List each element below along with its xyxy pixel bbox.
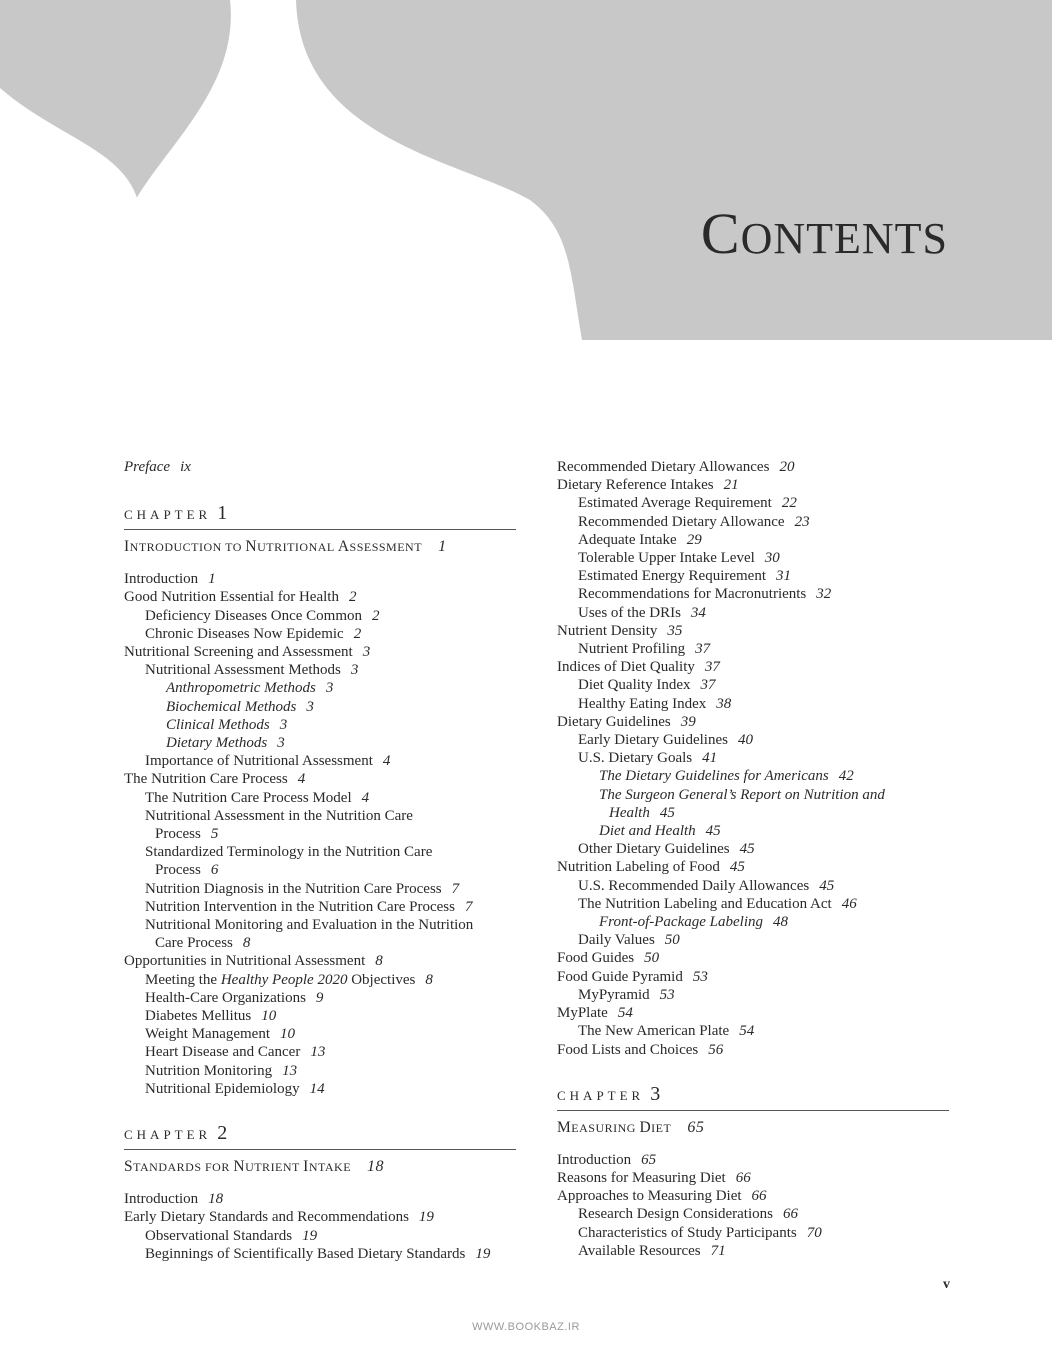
- toc-entry-page: 41: [702, 750, 718, 767]
- preface-page: ix: [180, 459, 191, 475]
- chapter-2-title[interactable]: [124, 1158, 516, 1176]
- toc-entry-text: Nutritional Assessment Methods: [145, 662, 341, 679]
- chapter-title-part: I: [303, 1158, 309, 1176]
- toc-entry[interactable]: [557, 658, 949, 676]
- toc-entry[interactable]: [557, 968, 949, 986]
- toc-entry[interactable]: [557, 1004, 949, 1022]
- toc-entry-text: Dietary Reference Intakes: [557, 477, 714, 494]
- toc-entry-page: 45: [705, 823, 721, 840]
- toc-entry[interactable]: [124, 1080, 516, 1098]
- toc-left-column: [124, 458, 516, 1263]
- toc-entry[interactable]: [124, 1007, 516, 1025]
- toc-entry-page: 45: [819, 877, 835, 894]
- toc-entry-page: 45: [659, 804, 675, 821]
- toc-entry-page: 19: [475, 1245, 491, 1262]
- toc-entry-text: Introduction: [557, 1151, 632, 1168]
- toc-entry-page: 4: [382, 753, 391, 770]
- toc-entry[interactable]: [557, 1169, 949, 1187]
- toc-entry-page: 1: [208, 571, 216, 588]
- toc-entry-text: Nutrition Labeling of Food: [557, 859, 720, 876]
- toc-entry[interactable]: [557, 986, 949, 1004]
- toc-entry[interactable]: [124, 716, 516, 734]
- toc-entry-text: Tolerable Upper Intake Level: [578, 550, 755, 567]
- toc-entry-page: 2: [372, 607, 380, 624]
- toc-entry[interactable]: [124, 789, 516, 807]
- watermark: WWW.BOOKBAZ.IR: [472, 1321, 580, 1333]
- toc-entry-text: Estimated Energy Requirement: [578, 568, 767, 585]
- preface-entry[interactable]: [124, 458, 516, 476]
- toc-entry-page: 38: [716, 695, 732, 712]
- toc-entry-text: Food Lists and Choices: [557, 1041, 699, 1058]
- toc-entry-text: Opportunities in Nutritional Assessment: [124, 953, 366, 970]
- toc-entry-text: Health-Care Organizations: [145, 989, 306, 1006]
- toc-entry[interactable]: [557, 695, 949, 713]
- toc-entry[interactable]: [557, 585, 949, 603]
- toc-entry-page: 53: [692, 968, 708, 985]
- chapter-2-header: [124, 1122, 516, 1150]
- toc-entry-text: Deficiency Diseases Once Common: [145, 607, 363, 624]
- toc-entry-text: Weight Management: [145, 1026, 271, 1043]
- toc-entry-page: 10: [261, 1008, 277, 1025]
- toc-entry-page: 31: [776, 568, 792, 585]
- toc-entry-page: 8: [375, 953, 383, 970]
- toc-entry-text: Nutrient Density: [557, 622, 658, 639]
- toc-entry[interactable]: [557, 1205, 949, 1223]
- toc-entry-text: Diabetes Mellitus: [145, 1008, 252, 1025]
- toc-entry-page: 7: [451, 880, 460, 897]
- toc-entry-text: Recommended Dietary Allowances: [557, 459, 770, 475]
- toc-entry[interactable]: [557, 549, 949, 567]
- toc-entry[interactable]: [557, 494, 949, 512]
- chapter-title-part: S: [124, 1158, 134, 1176]
- toc-entry-text: MyPlate: [557, 1005, 608, 1022]
- toc-entry-text: MyPyramid: [578, 986, 650, 1003]
- header-banner: [0, 0, 1052, 340]
- toc-entry-text: The Nutrition Labeling and Education Act: [578, 895, 832, 912]
- toc-entry-page: 29: [686, 531, 702, 548]
- toc-entry[interactable]: [124, 588, 516, 606]
- chapter-label: CHAPTER: [124, 507, 212, 523]
- toc-entry[interactable]: [557, 767, 949, 785]
- chapter-title-part: SSESSMENT: [349, 540, 423, 555]
- toc-entry-page: 56: [708, 1041, 724, 1058]
- page-title: [701, 200, 948, 267]
- toc-entry-page: 50: [664, 932, 680, 949]
- toc-entry-text: Nutrition Diagnosis in the Nutrition Care Process: [145, 880, 442, 897]
- toc-entry[interactable]: [124, 1227, 516, 1245]
- toc-entry-text: Introduction: [124, 1191, 199, 1208]
- toc-entry-page: 8: [242, 935, 251, 952]
- chapter-title-part: TANDARDS FOR: [133, 1160, 234, 1175]
- toc-entry-text: Nutritional Assessment in the Nutrition Care: [145, 807, 413, 824]
- toc-entry-page: 54: [739, 1023, 755, 1040]
- toc-entry-text: Nutrition Intervention in the Nutrition Care Process: [145, 898, 455, 915]
- toc-entry-page: 54: [617, 1005, 633, 1022]
- toc-entry-page: 22: [781, 495, 797, 512]
- toc-entry[interactable]: [124, 898, 516, 916]
- toc-entry-page: 48: [773, 914, 788, 931]
- toc-entry-page: 70: [806, 1224, 822, 1241]
- toc-entry[interactable]: [124, 1245, 516, 1263]
- toc-entry-page: 3: [277, 735, 285, 752]
- toc-entry-emphasis: Healthy People 2020: [220, 971, 348, 988]
- toc-entry[interactable]: [124, 952, 516, 970]
- toc-entry[interactable]: [124, 752, 516, 770]
- toc-entry-text: Nutrition Monitoring: [145, 1062, 273, 1079]
- toc-entry-page: 20: [779, 459, 795, 475]
- toc-entry-page: 45: [729, 859, 745, 876]
- toc-entry-continuation[interactable]: [124, 934, 516, 952]
- toc-entry-text: U.S. Dietary Goals: [578, 750, 693, 767]
- toc-entry-text: Food Guides: [557, 950, 635, 967]
- toc-entry[interactable]: [124, 570, 516, 588]
- toc-entry[interactable]: [557, 604, 949, 622]
- toc-entry[interactable]: [557, 731, 949, 749]
- toc-entry[interactable]: [124, 698, 516, 716]
- toc-entry[interactable]: [557, 913, 949, 931]
- toc-entry-page: 5: [210, 826, 219, 843]
- toc-entry-continuation[interactable]: [124, 861, 516, 879]
- toc-entry[interactable]: [557, 840, 949, 858]
- toc-entry-text: Uses of the DRIs: [578, 604, 681, 621]
- toc-entry-text: Recommendations for Macronutrients: [578, 586, 807, 603]
- toc-entry-page: 66: [751, 1188, 767, 1205]
- toc-entry-page: 53: [659, 986, 675, 1003]
- toc-entry-text: The Surgeon General’s Report on Nutrition and: [599, 786, 885, 803]
- toc-entry-page: 71: [710, 1242, 726, 1259]
- chapter-2-entries-right: [557, 458, 949, 1059]
- toc-entry[interactable]: [557, 1224, 949, 1242]
- chapter-1-title[interactable]: [124, 538, 516, 556]
- toc-entry-text: Early Dietary Standards and Recommendations: [124, 1209, 409, 1226]
- toc-entry-text: Observational Standards: [145, 1227, 293, 1244]
- toc-entry-page: 66: [735, 1169, 751, 1186]
- toc-entry[interactable]: [124, 971, 516, 989]
- toc-entry-tail: Objectives: [347, 971, 416, 988]
- chapter-title-part: EASURING: [571, 1120, 640, 1135]
- toc-entry-text: Heart Disease and Cancer: [145, 1044, 301, 1061]
- toc-entry-text: The Nutrition Care Process: [124, 771, 288, 788]
- toc-entry-page: 8: [425, 971, 433, 988]
- toc-entry[interactable]: [557, 458, 949, 476]
- toc-entry-page: 65: [641, 1151, 657, 1168]
- toc-entry[interactable]: [557, 877, 949, 895]
- toc-entry-page: 10: [280, 1026, 296, 1043]
- toc-entry-page: 46: [841, 895, 857, 912]
- toc-entry[interactable]: [124, 989, 516, 1007]
- toc-entry[interactable]: [124, 661, 516, 679]
- chapter-page: 65: [687, 1118, 705, 1136]
- toc-entry-page: 3: [325, 680, 334, 697]
- toc-entry-page: 7: [464, 898, 473, 915]
- toc-entry[interactable]: [557, 713, 949, 731]
- toc-entry-text: The Dietary Guidelines for Americans: [599, 768, 829, 785]
- toc-entry-text: U.S. Recommended Daily Allowances: [578, 877, 810, 894]
- toc-entry-page: 42: [838, 768, 854, 785]
- toc-entry[interactable]: [124, 1043, 516, 1061]
- toc-entry-page: 3: [306, 698, 314, 715]
- chapter-title-part: M: [557, 1118, 572, 1136]
- toc-entry-text: Dietary Methods: [166, 735, 268, 752]
- toc-entry-continuation[interactable]: [557, 804, 949, 822]
- chapter-title-part: NTAKE: [308, 1160, 352, 1175]
- toc-entry-text: Indices of Diet Quality: [557, 659, 695, 676]
- toc-entry-text: Food Guide Pyramid: [557, 968, 683, 985]
- toc-entry[interactable]: [557, 531, 949, 549]
- toc-entry-text: Chronic Diseases Now Epidemic: [145, 625, 344, 642]
- toc-entry-page: 30: [764, 550, 780, 567]
- toc-entry[interactable]: [124, 1208, 516, 1226]
- toc-entry[interactable]: [124, 643, 516, 661]
- toc-entry[interactable]: [557, 949, 949, 967]
- toc-entry[interactable]: [557, 676, 949, 694]
- chapter-number: 3: [650, 1082, 661, 1105]
- toc-entry-page: 39: [680, 713, 696, 730]
- toc-entry-page: 21: [723, 477, 739, 494]
- toc-entry[interactable]: [557, 1151, 949, 1169]
- toc-entry-page: 18: [208, 1191, 224, 1208]
- toc-entry-text: Beginnings of Scientifically Based Dietary Standards: [145, 1245, 466, 1262]
- toc-entry-text: Dietary Guidelines: [557, 713, 671, 730]
- chapter-3-header: [557, 1083, 949, 1111]
- toc-entry-text: Nutritional Epidemiology: [145, 1080, 300, 1097]
- toc-entry-text: The Nutrition Care Process Model: [145, 789, 352, 806]
- toc-entry-text: The New American Plate: [578, 1023, 730, 1040]
- toc-entry-text: Care Process: [155, 935, 233, 952]
- toc-entry-page: 9: [315, 989, 324, 1006]
- toc-entry[interactable]: [124, 607, 516, 625]
- toc-entry-page: 2: [348, 589, 357, 606]
- toc-entry-text: Front-of-Package Labeling: [599, 914, 763, 931]
- toc-entry-text: Process: [155, 826, 201, 843]
- toc-entry-text: Health: [609, 804, 650, 821]
- toc-entry[interactable]: [557, 1022, 949, 1040]
- toc-entry[interactable]: [557, 1242, 949, 1260]
- chapter-3-entries: [557, 1151, 949, 1260]
- toc-entry-text: Adequate Intake: [578, 531, 677, 548]
- toc-entry-text: Nutrient Profiling: [578, 641, 686, 658]
- toc-entry-text: Estimated Average Requirement: [578, 495, 772, 512]
- chapter-3-title[interactable]: [557, 1119, 949, 1137]
- toc-entry-text: Approaches to Measuring Diet: [557, 1188, 742, 1205]
- chapter-label: CHAPTER: [124, 1127, 212, 1143]
- toc-entry-page: 66: [782, 1206, 798, 1223]
- chapter-1-header: [124, 502, 516, 530]
- toc-entry[interactable]: [124, 1062, 516, 1080]
- chapter-title-part: N: [233, 1158, 246, 1176]
- chapter-1-entries: [124, 570, 516, 1098]
- toc-entry[interactable]: [557, 895, 949, 913]
- chapter-page: 1: [438, 538, 447, 556]
- toc-entry[interactable]: [557, 476, 949, 494]
- toc-entry[interactable]: [124, 1190, 516, 1208]
- toc-entry-text: Daily Values: [578, 932, 655, 949]
- toc-entry-page: 37: [704, 659, 720, 676]
- toc-entry-text: Good Nutrition Essential for Health: [124, 589, 339, 606]
- chapter-title-part: UTRIENT: [245, 1160, 304, 1175]
- preface-label: Preface: [124, 459, 171, 475]
- toc-entry-text: Diet Quality Index: [578, 677, 691, 694]
- chapter-title-part: I: [124, 538, 130, 556]
- toc-entry[interactable]: [124, 1025, 516, 1043]
- chapter-number: 2: [217, 1122, 228, 1145]
- toc-entry-page: 3: [350, 662, 359, 679]
- toc-entry-text: Nutritional Screening and Assessment: [124, 644, 353, 661]
- chapter-2-entries-left: [124, 1190, 516, 1263]
- chapter-number: 1: [217, 502, 228, 525]
- toc-entry-text: Introduction: [124, 571, 199, 588]
- toc-entry-text: Biochemical Methods: [166, 698, 297, 715]
- toc-entry-page: 23: [794, 513, 810, 530]
- toc-entry[interactable]: [557, 858, 949, 876]
- page-title-initial: C: [700, 201, 741, 266]
- toc-entry-page: 13: [310, 1044, 326, 1061]
- toc-entry[interactable]: [124, 679, 516, 697]
- chapter-label: CHAPTER: [557, 1087, 645, 1103]
- page-title-rest: ONTENTS: [740, 214, 948, 263]
- toc-entry[interactable]: [557, 513, 949, 531]
- toc-entry-page: 34: [690, 604, 706, 621]
- toc-entry-page: 45: [739, 841, 755, 858]
- toc-entry[interactable]: [557, 931, 949, 949]
- toc-entry-text: Recommended Dietary Allowance: [578, 513, 785, 530]
- toc-entry[interactable]: [124, 880, 516, 898]
- chapter-title-part: D: [639, 1118, 652, 1136]
- toc-entry-text: Reasons for Measuring Diet: [557, 1169, 726, 1186]
- toc-entry[interactable]: [557, 749, 949, 767]
- toc-entry[interactable]: [557, 822, 949, 840]
- toc-entry[interactable]: [557, 1041, 949, 1059]
- toc-entry-text: Healthy Eating Index: [578, 695, 707, 712]
- toc-entry-page: 3: [362, 644, 371, 661]
- toc-entry-page: 32: [816, 586, 832, 603]
- chapter-title-part: UTRITIONAL: [257, 540, 338, 555]
- toc-entry-page: 14: [309, 1080, 325, 1097]
- toc-entry-text: Importance of Nutritional Assessment: [145, 753, 373, 770]
- toc-entry-page: 19: [418, 1209, 434, 1226]
- toc-entry-text: Research Design Considerations: [578, 1206, 773, 1223]
- chapter-title-part: NTRODUCTION TO: [129, 540, 246, 555]
- toc-entry[interactable]: [557, 640, 949, 658]
- toc-entry-text: Anthropometric Methods: [166, 680, 316, 697]
- toc-entry-text: Early Dietary Guidelines: [578, 732, 728, 749]
- chapter-title-part: A: [337, 538, 350, 556]
- toc-entry-text: Process: [155, 862, 201, 879]
- toc-right-column: [557, 458, 949, 1260]
- toc-entry[interactable]: [124, 843, 516, 861]
- toc-entry[interactable]: [124, 770, 516, 788]
- toc-entry[interactable]: [124, 916, 516, 934]
- toc-entry[interactable]: [557, 567, 949, 585]
- toc-entry-page: 35: [667, 622, 683, 639]
- toc-entry-text: Diet and Health: [599, 823, 696, 840]
- toc-entry-page: 37: [695, 641, 711, 658]
- toc-entry-text: Other Dietary Guidelines: [578, 841, 730, 858]
- toc-entry-text: Nutritional Monitoring and Evaluation in the Nutrition: [145, 917, 474, 934]
- toc-entry[interactable]: [557, 622, 949, 640]
- toc-entry-page: 13: [282, 1062, 298, 1079]
- toc-entry[interactable]: [124, 625, 516, 643]
- toc-entry-text: Meeting the: [145, 971, 221, 988]
- chapter-title-part: IET: [651, 1120, 672, 1135]
- toc-entry-page: 19: [302, 1227, 318, 1244]
- toc-entry-text: Clinical Methods: [166, 716, 270, 733]
- toc-entry[interactable]: [124, 734, 516, 752]
- toc-entry-page: 6: [210, 862, 219, 879]
- toc-entry-page: 3: [279, 716, 288, 733]
- toc-entry-text: Available Resources: [578, 1242, 701, 1259]
- toc-entry[interactable]: [124, 807, 516, 825]
- toc-entry-page: 4: [297, 771, 306, 788]
- toc-entry-page: 4: [361, 789, 370, 806]
- toc-entry-page: 37: [700, 677, 716, 694]
- toc-entry-text: Characteristics of Study Participants: [578, 1224, 797, 1241]
- toc-entry-text: Standardized Terminology in the Nutrition Care: [145, 844, 433, 861]
- toc-entry-page: 40: [737, 732, 753, 749]
- toc-entry-page: 50: [644, 950, 660, 967]
- page-number: v: [943, 1277, 950, 1292]
- toc-entry-page: 2: [353, 625, 362, 642]
- chapter-page: 18: [367, 1158, 385, 1176]
- chapter-title-part: N: [245, 538, 258, 556]
- toc-entry[interactable]: [557, 1187, 949, 1205]
- toc-entry[interactable]: [557, 786, 949, 804]
- toc-entry-continuation[interactable]: [124, 825, 516, 843]
